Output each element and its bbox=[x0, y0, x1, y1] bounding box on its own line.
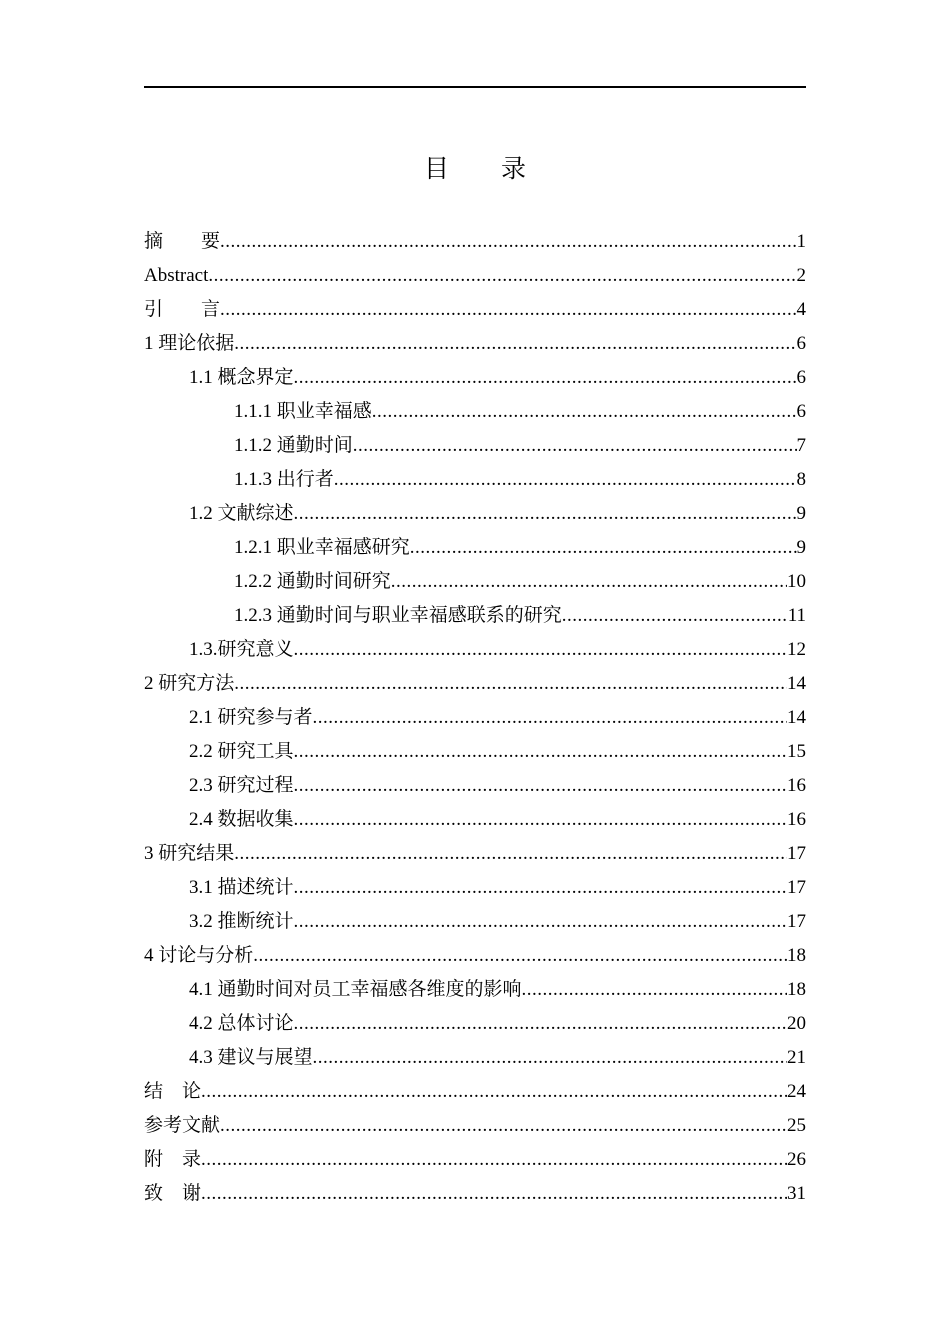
toc-entry-page: 15 bbox=[787, 741, 806, 762]
toc-entry-label: 1.2.3 通勤时间与职业幸福感联系的研究 bbox=[234, 605, 562, 626]
toc-leader-dots bbox=[234, 837, 787, 871]
toc-entry-page: 20 bbox=[787, 1013, 806, 1034]
toc-leader-dots bbox=[220, 225, 796, 259]
toc-entry-label: 4.1 通勤时间对员工幸福感各维度的影响 bbox=[189, 979, 522, 1000]
toc-entry-page: 1 bbox=[796, 231, 806, 252]
toc-leader-dots bbox=[294, 497, 797, 531]
toc-leader-dots bbox=[201, 1177, 787, 1211]
toc-entry-page: 26 bbox=[787, 1149, 806, 1170]
toc-entry[interactable] bbox=[144, 939, 806, 973]
toc-entry-label: 1.2 文献综述 bbox=[189, 503, 294, 524]
toc-entry-label: 2.4 数据收集 bbox=[189, 809, 294, 830]
toc-leader-dots bbox=[372, 395, 797, 429]
toc-entry-label: 1.1.3 出行者 bbox=[234, 469, 334, 490]
toc-entry-page: 21 bbox=[787, 1047, 806, 1068]
toc-title bbox=[0, 152, 950, 186]
toc-entry[interactable] bbox=[144, 905, 806, 939]
header-rule bbox=[144, 86, 806, 88]
toc-entry[interactable] bbox=[144, 225, 806, 259]
toc-entry[interactable] bbox=[144, 599, 806, 633]
toc-entry[interactable] bbox=[144, 667, 806, 701]
toc-entry-page: 6 bbox=[796, 333, 806, 354]
toc-entry-page: 11 bbox=[787, 605, 806, 626]
toc-title-char-2: 录 bbox=[501, 154, 527, 183]
toc-entry-page: 9 bbox=[796, 537, 806, 558]
toc-entry-label: 3.1 描述统计 bbox=[189, 877, 294, 898]
toc-entry[interactable] bbox=[144, 1143, 806, 1177]
toc-entry-label: 2.3 研究过程 bbox=[189, 775, 294, 796]
toc-entry-page: 16 bbox=[787, 775, 806, 796]
toc-entry-label: 1 理论依据 bbox=[144, 333, 235, 354]
toc-entry[interactable] bbox=[144, 973, 806, 1007]
toc-leader-dots bbox=[353, 429, 797, 463]
toc-entry-label: 2.2 研究工具 bbox=[189, 741, 294, 762]
toc-entry-page: 24 bbox=[787, 1081, 806, 1102]
toc-entry[interactable] bbox=[144, 395, 806, 429]
toc-entry-label: 1.1 概念界定 bbox=[189, 367, 294, 388]
toc-entry[interactable] bbox=[144, 769, 806, 803]
toc-entry-label: 3 研究结果 bbox=[144, 843, 235, 864]
toc-entry-page: 18 bbox=[787, 945, 806, 966]
toc-entry-page: 6 bbox=[796, 367, 806, 388]
toc-entry[interactable] bbox=[144, 1075, 806, 1109]
toc-entry[interactable] bbox=[144, 871, 806, 905]
toc-entry[interactable] bbox=[144, 565, 806, 599]
toc-entry-label: 4.3 建议与展望 bbox=[189, 1047, 313, 1068]
toc-entry-label: 结 论 bbox=[144, 1081, 202, 1102]
toc-entry[interactable] bbox=[144, 1177, 806, 1211]
toc-leader-dots bbox=[562, 599, 788, 633]
toc-leader-dots bbox=[294, 1007, 787, 1041]
toc-entry[interactable] bbox=[144, 293, 806, 327]
toc-leader-dots bbox=[234, 667, 787, 701]
toc-entry[interactable] bbox=[144, 633, 806, 667]
toc-entry-page: 7 bbox=[796, 435, 806, 456]
toc-entry-label: 1.2.1 职业幸福感研究 bbox=[234, 537, 410, 558]
toc-entry-page: 9 bbox=[796, 503, 806, 524]
toc-entry[interactable] bbox=[144, 1041, 806, 1075]
toc-title-char-1: 目 bbox=[423, 154, 449, 183]
toc-entry[interactable] bbox=[144, 259, 806, 293]
toc-leader-dots bbox=[522, 973, 787, 1007]
toc-entry-label: 参考文献 bbox=[144, 1115, 221, 1136]
toc-leader-dots bbox=[334, 463, 797, 497]
toc-entry-label: Abstract bbox=[144, 265, 209, 286]
toc-entry-page: 2 bbox=[796, 265, 806, 286]
toc-leader-dots bbox=[208, 259, 796, 293]
toc-leader-dots bbox=[234, 327, 796, 361]
toc-entry[interactable] bbox=[144, 735, 806, 769]
toc-entry[interactable] bbox=[144, 837, 806, 871]
toc-entry-page: 4 bbox=[796, 299, 806, 320]
toc-entry[interactable] bbox=[144, 497, 806, 531]
toc-leader-dots bbox=[294, 735, 787, 769]
toc-leader-dots bbox=[220, 293, 796, 327]
toc-entry-label: 1.3.研究意义 bbox=[189, 639, 294, 660]
toc-entry[interactable] bbox=[144, 701, 806, 735]
toc-entry-label: 3.2 推断统计 bbox=[189, 911, 294, 932]
toc-entry[interactable] bbox=[144, 1007, 806, 1041]
toc-entry-page: 14 bbox=[787, 673, 806, 694]
table-of-contents bbox=[144, 225, 806, 1211]
toc-leader-dots bbox=[294, 769, 787, 803]
toc-leader-dots bbox=[294, 871, 787, 905]
toc-entry-label: 1.1.1 职业幸福感 bbox=[234, 401, 372, 422]
toc-entry[interactable] bbox=[144, 531, 806, 565]
toc-entry-label: 1.1.2 通勤时间 bbox=[234, 435, 353, 456]
toc-entry[interactable] bbox=[144, 429, 806, 463]
toc-entry-page: 10 bbox=[787, 571, 806, 592]
toc-entry[interactable] bbox=[144, 327, 806, 361]
toc-leader-dots bbox=[294, 905, 787, 939]
toc-leader-dots bbox=[294, 361, 797, 395]
toc-entry-page: 18 bbox=[787, 979, 806, 1000]
toc-entry-page: 14 bbox=[787, 707, 806, 728]
toc-leader-dots bbox=[294, 633, 787, 667]
toc-entry-page: 31 bbox=[787, 1183, 806, 1204]
toc-entry-label: 2 研究方法 bbox=[144, 673, 235, 694]
toc-leader-dots bbox=[253, 939, 787, 973]
toc-leader-dots bbox=[201, 1075, 787, 1109]
toc-leader-dots bbox=[391, 565, 787, 599]
toc-leader-dots bbox=[313, 1041, 787, 1075]
toc-leader-dots bbox=[220, 1109, 787, 1143]
toc-entry[interactable] bbox=[144, 361, 806, 395]
toc-leader-dots bbox=[294, 803, 787, 837]
toc-entry[interactable] bbox=[144, 1109, 806, 1143]
toc-entry[interactable] bbox=[144, 803, 806, 837]
toc-entry-label: 引 言 bbox=[144, 299, 221, 320]
toc-entry-label: 1.2.2 通勤时间研究 bbox=[234, 571, 391, 592]
toc-entry-page: 16 bbox=[787, 809, 806, 830]
toc-leader-dots bbox=[201, 1143, 787, 1177]
toc-entry-page: 17 bbox=[787, 843, 806, 864]
toc-entry-label: 摘 要 bbox=[144, 231, 221, 252]
toc-leader-dots bbox=[410, 531, 797, 565]
toc-leader-dots bbox=[313, 701, 787, 735]
toc-entry-page: 25 bbox=[787, 1115, 806, 1136]
toc-entry-label: 4.2 总体讨论 bbox=[189, 1013, 294, 1034]
toc-entry-page: 8 bbox=[796, 469, 806, 490]
toc-entry-page: 6 bbox=[796, 401, 806, 422]
toc-entry-label: 致 谢 bbox=[144, 1183, 202, 1204]
toc-entry[interactable] bbox=[144, 463, 806, 497]
toc-entry-page: 12 bbox=[787, 639, 806, 660]
toc-entry-page: 17 bbox=[787, 911, 806, 932]
toc-entry-label: 2.1 研究参与者 bbox=[189, 707, 313, 728]
toc-entry-label: 附 录 bbox=[144, 1149, 202, 1170]
toc-entry-label: 4 讨论与分析 bbox=[144, 945, 254, 966]
toc-entry-page: 17 bbox=[787, 877, 806, 898]
